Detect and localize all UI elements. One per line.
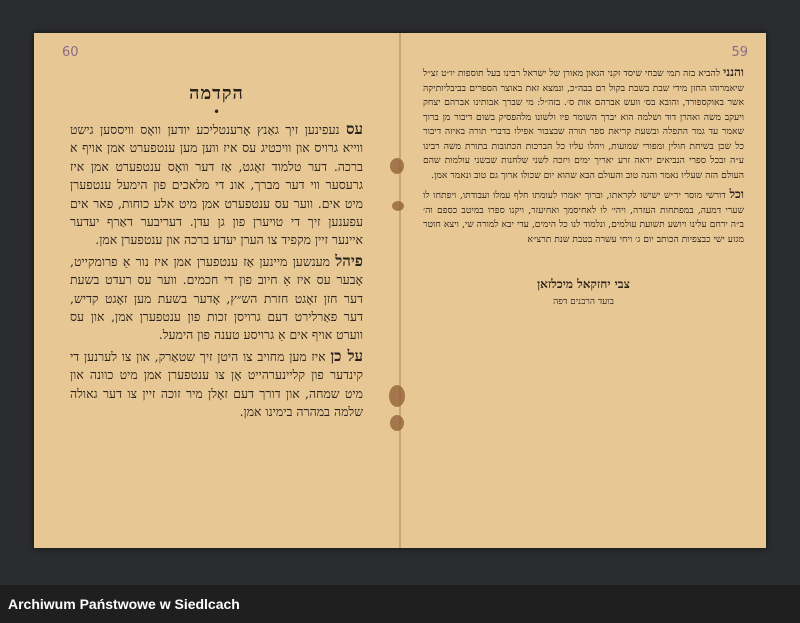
paragraph-lead-word: פיהל (335, 251, 363, 270)
title-ornament: • (212, 105, 221, 119)
archive-footer (0, 585, 800, 623)
paragraph (423, 65, 744, 183)
paragraph (70, 347, 363, 422)
paragraph (423, 187, 744, 247)
paragraph-lead-word: על כן (330, 346, 363, 365)
paragraph (70, 252, 363, 345)
right-page-number: 59 (731, 45, 748, 60)
paragraph-text: דורשי מוסר יר״ש ישישו לקראתו, וברוך יאמרו לעומתו חלף עמלו ועבודתו, ויפתחו לו שערי דמעה, במפתחות העזרה, ויהי׳ לו לאחיסמך ואחיעזר, ויקנו ספרו במיטב כספם וה׳ ב״ה ירחם עלינו ויושע תשועת עולמים, ונלמוד לנו כל הימים, עדי יבא למורה שי, ויצא חוטר מגזע ישי כבצפיות הכותב יום ג׳ ויחי עשרה בטבת שנת תרצ״א (423, 190, 744, 245)
right-page-body (423, 65, 744, 247)
signature-block (423, 277, 744, 307)
paragraph-text: איז מען מחויב צו היטן זיך שטאַרק, און צו לערנען די קינדער פון קליינערהייט אָן צו ענטפערן אמן מיט כוונה און מיט שמחה, און דורך דעם זאָלן מיר זוכה זיין צו דער גאולה שלמה במהרה בימינו אמן. (70, 348, 363, 420)
paragraph-text: נעפינען זיך גאַנץ אָרענטליכע יודען וואָס וויססען גישט ווייא גרויס און וויכטיג עס איז ווען מען ענטפערט אמן אויף א ברכה. דער טלמוד זאָגט, אַז דער וואָס ענטפערט אמן איז גרעסער ווי דער מברך, אונ די מלאכים פון הימעל ענטפערן מיט אים. ווער עס ענטפערט אמן מיט אלע כוחות, פאר אים עפענען זיך די טויערן פון גן עדן. דעריבער דאַרף יעדער איינער זיין מקפיד צו הערן יעדע ברכה און ענטפערן אמן. (70, 122, 363, 248)
left-page (34, 33, 399, 548)
paragraph-lead-word: וכל (729, 187, 744, 201)
archive-label: Archiwum Państwowe w Siedlcach (8, 596, 240, 612)
paragraph (70, 120, 363, 250)
signature-name: צבי יחזקאל מיכלזאן (537, 277, 630, 291)
page-title: הקדמה (189, 83, 244, 104)
paragraph-lead-word: והנני (723, 65, 745, 79)
paragraph-text: להביא בזה תמי שבחי שיסד זקני הגאון מאורן של ישראל רבינו בעל תוספות יו״ט זצ״ל שיאמרוהו החזן מידי שבת בשבת בקול רם בבה״כ, ונמצא זאת באוצר הספרים בביבליותיקה אשר באוקספורד, והובא בס׳ וועש אברהם אות ס׳. בזה״ל: מי שברך אבותינו אברהם יצחק ויעקב משה ואהרן דוד ושלמה הוא יברך השומר פיו ולשונו מלהפסיק בשום דיבור מן ברוך שאמר עד גמר התפלה ובשעת קריאת ספר תורה שבצבור אפילו בדברי תורה באיזה דיבור כל שכן בשיחת חולין ומפורי שמועות, ויהלו עליו כל הברכות הכתובות בתורת משה רבינו ע״ה ובכל ספרי הנביאים יראה זרע יאריך ימים ויזכה לשני שלחנות שבשני עולמות שהם העולם הזה שעליו נאמר והנה טוב והעולם הבא שהוא יום שכולו ארוך גם טוב ונאמר אמן. (423, 68, 744, 181)
paragraph-lead-word: עס (345, 120, 363, 138)
document-sheet (34, 33, 766, 548)
left-page-body (70, 120, 363, 422)
right-page (401, 33, 766, 548)
left-page-number: 60 (62, 45, 79, 60)
paragraph-text: מענשען מיינען אַז ענטפערן אמן איז נור אַ פרומקייט, אָבער עס איז אַ חיוב פון די חכמים. ווער עס רעדט בשעת דער חזן זאָגט חזרת הש״ץ, אָדער בשעת מען זאָגט קדיש, דער פאַרלירט דעם גרויסן זכות פון ענטפערן אמן, און עס ווערט אויף אים אַ גרויסע טענה פון הימעל. (70, 253, 363, 343)
signature-role: בועד הרבנים דפה (553, 297, 614, 307)
